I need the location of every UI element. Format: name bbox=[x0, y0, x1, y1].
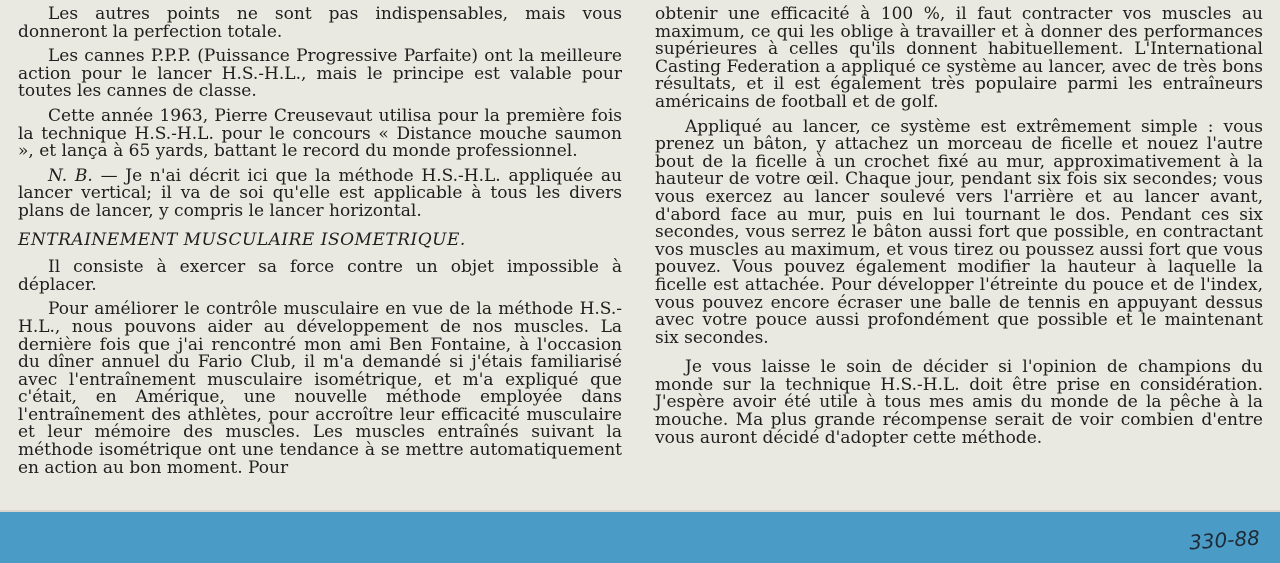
left-column bbox=[18, 6, 622, 477]
nota-bene-text: — Je n'ai décrit ici que la méthode H.S.-H.L. appliquée au lancer vertical; il va de soi qu'elle est applicable à tous les divers plans de lancer, y compris le lancer horizontal. bbox=[18, 165, 622, 221]
paragraph-cannes-ppp: Les cannes P.P.P. (Puissance Progressive Parfaite) ont la meilleure action pour le lancer H.S.-H.L., mais le principe est valable pour toutes les cannes de classe. bbox=[18, 46, 622, 102]
paragraph-nota-bene bbox=[18, 165, 622, 221]
paragraph-efficacite: obtenir une efficacité à 100 %, il faut contracter vos muscles au maximum, ce qui les oblige à travailler et à donner des performances supérieures à celles qu'ils donnent habituellement. L'International Casting Federation a appliqué ce système au lancer, avec de très bons résultats, et il est également très populaire parmi les entraîneurs américains de football et de golf. bbox=[655, 4, 1263, 112]
paragraph-creusevaut: Cette année 1963, Pierre Creusevaut utilisa pour la première fois la technique H.S.-H.L. pour le concours « Distance mouche saumon », et lança à 65 yards, battant le record du monde professionnel. bbox=[18, 105, 622, 162]
paragraph-definition: Il consiste à exercer sa force contre un objet impossible à déplacer. bbox=[18, 257, 622, 295]
section-heading: ENTRAINEMENT MUSCULAIRE ISOMETRIQUE. bbox=[18, 229, 466, 250]
footer-color-band bbox=[0, 512, 1280, 563]
handwritten-page-note: 330-88 bbox=[1188, 525, 1261, 555]
paragraph-conclusion: Je vous laisse le soin de décider si l'opinion de champions du monde sur la technique H.S.-H.L. doit être prise en considération. J'espère avoir été utile à tous mes amis du monde de la pêche à la mouche. Ma plus grande récompense serait de voir combien d'entre vous auront décidé d'adopter cette méthode. bbox=[655, 357, 1263, 448]
paragraph-application: Appliqué au lancer, ce système est extrêmement simple : vous prenez un bâton, y attachez un morceau de ficelle et nouez l'autre bout de la ficelle à un crochet fixé au mur, approximativement à la hauteur de votre œil. Chaque jour, pendant six fois six secondes; vous vous exercez au lancer soulevé vers l'arrière et au lancer avant, d'abord face au mur, puis en lui tournant le dos. Pendant ces six secondes, vous serrez le bâton aussi fort que possible, en contractant vos muscles au maximum, et vous tirez ou poussez aussi fort que vous pouvez. Vous pouvez également modifier la hauteur à laquelle la ficelle est attachée. Pour développer l'étreinte du pouce et de l'index, vous pouvez encore écraser une balle de tennis en appuyant dessus avec votre pouce aussi profondément que possible et le maintenant six secondes. bbox=[655, 116, 1263, 348]
right-column bbox=[655, 6, 1263, 447]
paragraph-controle-musculaire: Pour améliorer le contrôle musculaire en vue de la méthode H.S.-H.L., nous pouvons aider au développement de nos muscles. La dernière fois que j'ai rencontré mon ami Ben Fontaine, à l'occasion du dîner annuel du Fario Club, il m'a demandé si j'étais familiarisé avec l'entraînement musculaire isométrique, et m'a expliqué que c'était, en Amérique, une nouvelle méthode employée dans l'entraînement des athlètes, pour accroître leur efficacité musculaire et leur mémoire des muscles. Les muscles entraînés suivant la méthode isométrique ont une tendance à se mettre automatiquement en action au bon moment. Pour bbox=[18, 299, 622, 478]
paragraph-perfection: Les autres points ne sont pas indispensables, mais vous donneront la perfection totale. bbox=[18, 4, 622, 42]
nota-bene-label: N. B. bbox=[48, 165, 93, 186]
